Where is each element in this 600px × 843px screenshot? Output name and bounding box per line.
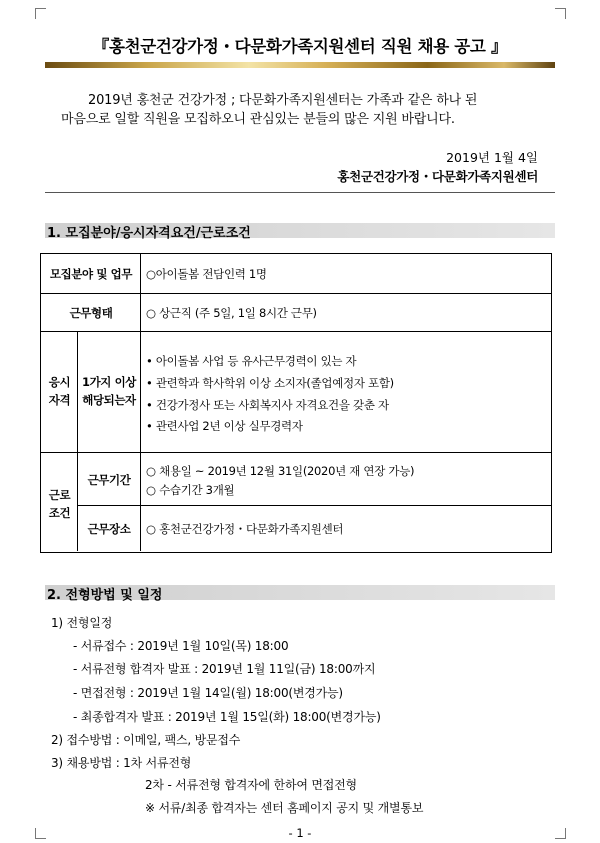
schedule-item: - 면접전형 : 2019년 1월 14일(월) 18:00(변경가능) [73,686,343,700]
table-rule [140,253,141,551]
organization-name: 홍천군건강가정・다문화가족지원센터 [337,169,538,184]
employment-value: ○ 상근직 (주 5일, 1일 8시간 근무) [146,306,317,320]
work-period-line-2: ○ 수습기간 3개월 [146,483,235,497]
qualification-item: • 관련학과 학사학위 이상 소지자(졸업예정자 포함) [146,376,394,390]
divider [45,192,555,193]
document-title: 『홍천군건강가정・다문화가족지원센터 직원 채용 공고 』 [92,37,508,56]
schedule-item: - 최종합격자 발표 : 2019년 1월 15일(화) 18:00(변경가능) [73,710,381,724]
schedule-heading: 1) 전형일정 [51,616,113,630]
qualification-item: • 건강가정사 또는 사회복지사 자격요건을 갖춘 자 [146,398,389,412]
qualification-label-2: 자격 [48,393,71,407]
table-rule [77,505,552,506]
page-corner-mark [35,828,46,839]
intro-line-2: 마음으로 일할 직원을 모집하오니 관심있는 분들의 많은 지원 바랍니다. [61,112,455,127]
field-label: 모집분야 및 업무 [49,267,133,281]
qualification-sub-1: 1가지 이상 [81,375,137,389]
employment-label: 근무형태 [69,306,113,320]
field-value: ○아이돌봄 전담인력 1명 [146,267,267,281]
page-corner-mark [555,828,566,839]
table-rule [40,331,552,332]
conditions-label-1: 근로 [48,488,71,502]
table-rule [40,293,552,294]
page-number: - 1 - [288,826,312,840]
qualification-item: • 아이돌봄 사업 등 유사근무경력이 있는 자 [146,354,357,368]
selection-method: 3) 채용방법 : 1차 서류전형 [51,756,192,770]
work-place-value: ○ 홍천군건강가정・다문화가족지원센터 [146,522,344,536]
page-corner-mark [555,8,566,19]
page-corner-mark [35,8,46,19]
intro-line-1: 2019년 홍천군 건강가정 ; 다문화가족지원센터는 가족과 같은 하나 된 [88,93,478,108]
work-place-label: 근무장소 [87,522,131,536]
notice: ※ 서류/최종 합격자는 센터 홈페이지 공지 및 개별통보 [145,801,424,815]
work-period-label: 근무기간 [87,473,131,487]
section-1-title: 1. 모집분야/응시자격요건/근로조건 [47,226,251,241]
title-underline-bar [45,62,555,68]
application-method: 2) 접수방법 : 이메일, 팩스, 방문접수 [51,733,241,747]
work-period-line-1: ○ 채용일 ~ 2019년 12월 31일(2020년 재 연장 가능) [146,464,415,478]
qualification-item: • 관련사업 2년 이상 실무경력자 [146,419,303,433]
qualification-label-1: 응시 [48,375,71,389]
selection-method-line-2: 2차 - 서류전형 합격자에 한하여 면접전형 [145,778,357,792]
announcement-date: 2019년 1월 4일 [446,150,538,165]
schedule-item: - 서류접수 : 2019년 1월 10일(목) 18:00 [73,639,289,653]
section-2-title: 2. 전형방법 및 일정 [47,588,163,603]
schedule-item: - 서류전형 합격자 발표 : 2019년 1월 11일(금) 18:00까지 [73,662,376,676]
table-rule [77,331,78,551]
table-rule [40,452,552,453]
qualification-sub-2: 해당되는자 [82,393,136,407]
conditions-label-2: 조건 [48,506,71,520]
